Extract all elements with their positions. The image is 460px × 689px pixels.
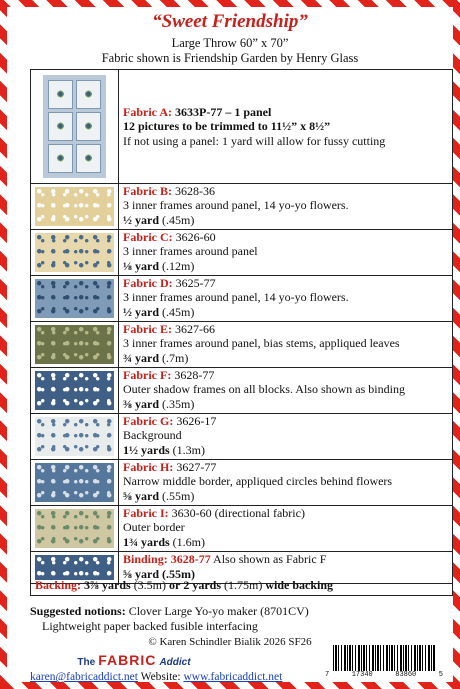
fabric-usage: 3 inner frames around panel [123,244,258,258]
fabric-yardage: ½ yard [123,304,159,319]
fabric-yardage: ¾ yard [123,350,159,365]
fabric-line-credit: Fabric shown is Friendship Garden by Henry Glass [101,51,359,65]
fabric-code: 3633P-77 – 1 panel [175,104,272,119]
fabric-usage: 3 inner frames around panel, 14 yo-yo flowers. [123,290,349,304]
fabric-yardage: 1½ yards [123,442,170,457]
fabric-requirements-table [30,69,453,584]
fabric-print-texture [35,371,114,410]
fabric-code: 3626-17 [176,413,217,428]
fabric-metric: (1.6m) [172,534,205,549]
fabric-yardage: ½ yard [123,212,159,227]
fabric-row-a [31,70,452,184]
email-link[interactable]: karen@fabricaddict.net [30,671,138,683]
fabric-usage: 3 inner frames around panel, bias stems, appliqued leaves [123,336,400,350]
fabric-print-texture [35,187,114,226]
fabric-usage: Narrow middle border, appliqued circles behind flowers [123,474,393,488]
upc-barcode: 7 17340 83860 5 [325,645,443,681]
fabric-label: Fabric C: [123,229,173,244]
fabric-print-texture [35,233,114,272]
contact-line: karen@fabricaddict.net Website: www.fabricaddict.net [30,671,283,683]
fabric-code-note: Also shown as Fabric F [213,552,327,566]
fabric-metric: (.35m) [162,396,195,411]
fabric-code: 3625-77 [175,275,216,290]
fabric-usage: Background [123,428,182,442]
fabric-metric: (.12m) [162,258,195,273]
notions-label: Suggested notions: [30,604,126,618]
fabric-metric: (.45m) [162,304,195,319]
fabric-print-texture [35,509,114,548]
quilt-size: Large Throw 60” x 70” [171,36,289,50]
fabric-print-texture [35,325,114,364]
fabric-f-swatch [31,368,119,413]
fabric-metric: (.7m) [162,350,189,365]
fabric-row-i [31,506,452,552]
fabric-row-h [31,460,452,506]
fabric-yardage: ⅛ yard [123,258,159,273]
fabric-code: 3630-60 [171,505,212,520]
fabric-code: 3628-36 [175,183,215,198]
fabric-label: Binding: [123,552,168,566]
fabric-e-swatch [31,322,119,367]
fabric-usage: Outer border [123,520,185,534]
fabric-label: Fabric A: [123,104,172,119]
pattern-title: “Sweet Friendship” [152,11,308,32]
fabric-row-d [31,276,452,322]
fabric-print-texture [35,417,114,456]
backing-requirement: Backing: 3⅞ yards (3.5m) or 2 yards (1.75m) wide backing [30,576,453,596]
fabric-yardage: ⅝ yard [123,488,159,503]
fabric-code: 3628-77 [170,552,211,566]
fabric-metric: (.55m) [162,488,195,503]
fabric-yardage: ⅝ yard [123,566,159,581]
fabric-row-e [31,322,452,368]
backing-label: Backing: [35,578,82,592]
fabric-label: Fabric B: [123,183,172,198]
fabric-a-swatch [31,70,119,183]
fabric-label: Fabric I: [123,505,169,520]
fabric-usage: Outer shadow frames on all blocks. Also shown as binding [123,382,405,396]
fabric-h-swatch [31,460,119,505]
fabric-metric: (.45m) [162,212,195,227]
fabric-alt-note: If not using a panel: 1 yard will allow for fussy cutting [123,133,386,148]
fabric-metric: (1.3m) [172,442,205,457]
fabric-code: 3627-77 [176,459,217,474]
fabric-code: 3628-77 [174,367,215,382]
fabric-usage: 3 inner frames around panel, 14 yo-yo flowers. [123,198,349,212]
suggested-notions: Suggested notions: Clover Large Yo-yo maker (8701CV) Lightweight paper backed fusible interfacing [30,604,309,633]
brand-logo: The FABRIC Addict [77,652,191,668]
pattern-sheet [9,9,451,683]
fabric-print-texture [35,279,114,318]
fabric-yardage: 1¾ yards [123,534,170,549]
fabric-row-b [31,184,452,230]
fabric-print-texture [35,463,114,502]
fabric-label: Fabric G: [123,413,174,428]
fabric-label: Fabric E: [123,321,172,336]
fabric-label: Fabric F: [123,367,172,382]
website-link[interactable]: www.fabricaddict.net [183,671,283,683]
fabric-trim-note: 12 pictures to be trimmed to 11½” x 8½” [123,119,331,134]
fabric-c-swatch [31,230,119,275]
fabric-row-g [31,414,452,460]
panel-preview-image [43,75,106,178]
copyright-line: © Karen Schindler Bialik 2026 SF26 [148,636,312,648]
fabric-a-details [119,70,452,183]
fabric-code-note: (directional fabric) [214,505,305,520]
fabric-row-f [31,368,452,414]
fabric-metric: (.55m) [162,566,195,581]
fabric-b-swatch [31,184,119,229]
fabric-code: 3626-60 [175,229,216,244]
fabric-i-swatch [31,506,119,551]
fabric-code: 3627-66 [175,321,215,336]
fabric-d-swatch [31,276,119,321]
barcode-bars [333,645,435,671]
fabric-row-c [31,230,452,276]
fabric-yardage: ⅜ yard [123,396,159,411]
fabric-label: Fabric D: [123,275,173,290]
fabric-label: Fabric H: [123,459,174,474]
fabric-g-swatch [31,414,119,459]
